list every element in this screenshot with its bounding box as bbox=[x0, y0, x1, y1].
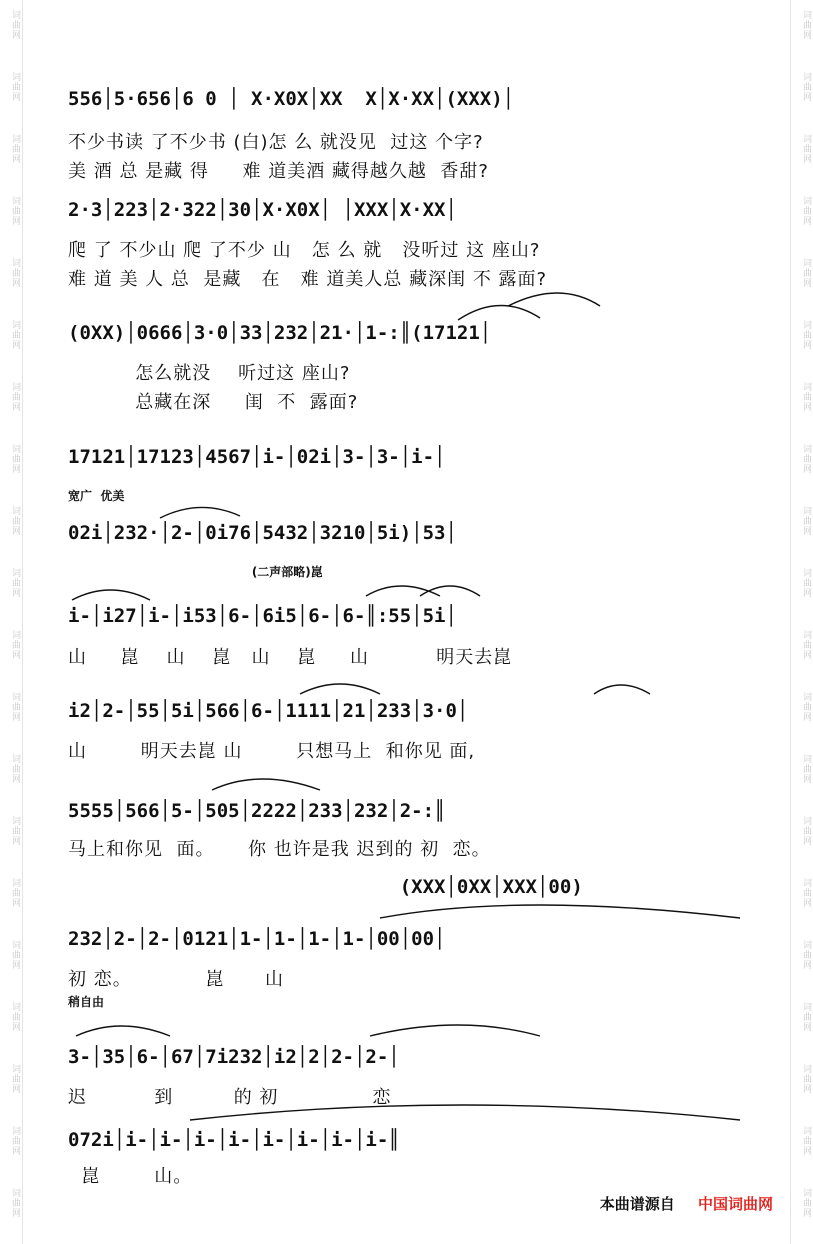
watermark-text: 词曲网 bbox=[10, 72, 20, 102]
notation-line: (0XX)│0666│3·0│33│232│21·│1-:║(17121│ bbox=[68, 322, 492, 344]
watermark-text: 词曲网 bbox=[801, 630, 811, 660]
watermark-text: 词曲网 bbox=[10, 568, 20, 598]
watermark-text: 词曲网 bbox=[10, 692, 20, 722]
notation-line: (XXX│0XX│XXX│00) bbox=[68, 876, 583, 898]
watermark-text: 词曲网 bbox=[10, 1064, 20, 1094]
watermark-text: 词曲网 bbox=[801, 382, 811, 412]
annotation-text: 稍自由 bbox=[68, 995, 105, 1009]
notation-line: 072i│i-│i-│i-│i-│i-│i-│i-│i-║ bbox=[68, 1129, 400, 1151]
lyric-line: 迟 到 的 初 恋 bbox=[68, 1087, 392, 1108]
lyric-line: 总藏在深 闺 不 露面? bbox=[68, 392, 359, 413]
lyric-line: 难 道 美 人 总 是藏 在 难 道美人总 藏深闺 不 露面? bbox=[68, 269, 548, 290]
watermark-text: 词曲网 bbox=[801, 196, 811, 226]
footer-site-name: 中国词曲网 bbox=[697, 1195, 773, 1213]
notation-line: 17121│17123│4567│i-│02i│3-│3-│i-│ bbox=[68, 446, 446, 468]
lyric-line: 马上和你见 面。 你 也许是我 迟到的 初 恋。 bbox=[68, 839, 491, 860]
notation-line: i2│2-│55│5i│566│6-│1111│21│233│3·0│ bbox=[68, 700, 469, 722]
lyric-line: 不少书读 了不少书 (白)怎 么 就没见 过这 个字? bbox=[68, 132, 484, 153]
watermark-text: 词曲网 bbox=[10, 1002, 20, 1032]
watermark-text: 词曲网 bbox=[801, 940, 811, 970]
watermark-text: 词曲网 bbox=[10, 940, 20, 970]
watermark-text: 词曲网 bbox=[10, 258, 20, 288]
watermark-text: 词曲网 bbox=[10, 196, 20, 226]
notation-line: 2·3│223│2·322│30│X·X0X│ │XXX│X·XX│ bbox=[68, 199, 457, 221]
lyric-line: 山 明天去崑 山 只想马上 和你见 面, bbox=[68, 741, 476, 762]
lyric-line: 山 崑 山 崑 山 崑 山 明天去崑 bbox=[68, 647, 513, 668]
watermark-text: 词曲网 bbox=[801, 816, 811, 846]
watermark-text: 词曲网 bbox=[801, 444, 811, 474]
annotation-text: 宽广 优美 bbox=[68, 489, 125, 503]
watermark-text: 词曲网 bbox=[10, 320, 20, 350]
watermark-text: 词曲网 bbox=[10, 878, 20, 908]
watermark-text: 词曲网 bbox=[801, 692, 811, 722]
watermark-text: 词曲网 bbox=[801, 10, 811, 40]
footer-source-label: 本曲谱源自 bbox=[599, 1195, 675, 1213]
footer bbox=[600, 1193, 773, 1214]
watermark-text: 词曲网 bbox=[801, 1064, 811, 1094]
right-watermark-strip bbox=[790, 0, 813, 1244]
notation-line: i-│i27│i-│i53│6-│6i5│6-│6-║:55│5i│ bbox=[68, 605, 457, 627]
watermark-text: 词曲网 bbox=[801, 878, 811, 908]
lyric-line: 美 酒 总 是藏 得 难 道美酒 藏得越久越 香甜? bbox=[68, 161, 489, 182]
watermark-text: 词曲网 bbox=[10, 1126, 20, 1156]
notation-line: 5555│566│5-│505│2222│233│232│2-:║ bbox=[68, 800, 446, 822]
watermark-text: 词曲网 bbox=[10, 444, 20, 474]
watermark-text: 词曲网 bbox=[10, 506, 20, 536]
notation-line: 3-│35│6-│67│7i232│i2│2│2-│2-│ bbox=[68, 1046, 400, 1068]
watermark-text: 词曲网 bbox=[10, 816, 20, 846]
watermark-text: 词曲网 bbox=[10, 382, 20, 412]
watermark-text: 词曲网 bbox=[801, 72, 811, 102]
lyric-line: 爬 了 不少山 爬 了不少 山 怎 么 就 没听过 这 座山? bbox=[68, 240, 541, 261]
watermark-text: 词曲网 bbox=[10, 630, 20, 660]
notation-line: 232│2-│2-│0121│1-│1-│1-│1-│00│00│ bbox=[68, 928, 446, 950]
watermark-text: 词曲网 bbox=[10, 134, 20, 164]
notation-line: 556│5·656│6 0 │ X·X0X│XX X│X·XX│(XXX)│ bbox=[68, 88, 515, 110]
watermark-text: 词曲网 bbox=[10, 10, 20, 40]
watermark-text: 词曲网 bbox=[801, 134, 811, 164]
lyric-line: 初 恋。 崑 山 bbox=[68, 969, 284, 990]
watermark-text: 词曲网 bbox=[801, 754, 811, 784]
annotation-text: (二声部略)崑 bbox=[68, 565, 323, 579]
watermark-text: 词曲网 bbox=[801, 568, 811, 598]
watermark-text: 词曲网 bbox=[10, 754, 20, 784]
watermark-text: 词曲网 bbox=[801, 258, 811, 288]
watermark-text: 词曲网 bbox=[10, 1188, 20, 1218]
watermark-text: 词曲网 bbox=[801, 1126, 811, 1156]
notation-line: 02i│232·│2-│0i76│5432│3210│5i)│53│ bbox=[68, 522, 457, 544]
lyric-line: 崑 山。 bbox=[68, 1166, 193, 1187]
watermark-text: 词曲网 bbox=[801, 1188, 811, 1218]
lyric-line: 怎么就没 听过这 座山? bbox=[68, 363, 351, 384]
watermark-text: 词曲网 bbox=[801, 320, 811, 350]
watermark-text: 词曲网 bbox=[801, 506, 811, 536]
watermark-text: 词曲网 bbox=[801, 1002, 811, 1032]
left-watermark-strip bbox=[0, 0, 23, 1244]
